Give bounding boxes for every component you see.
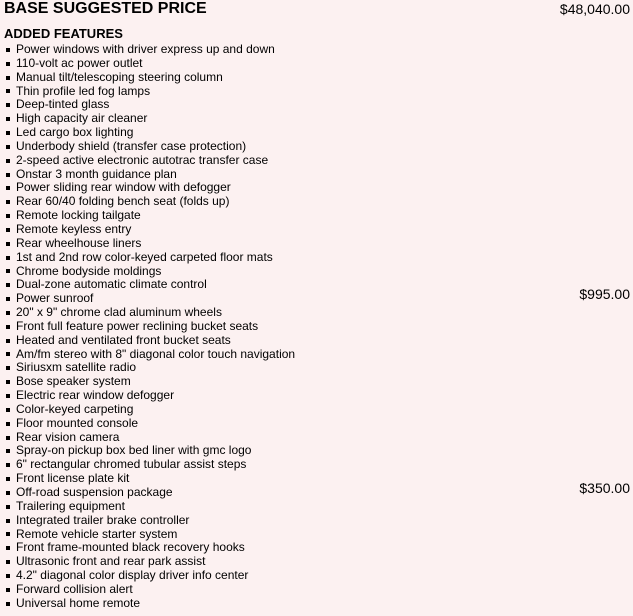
- bullet-icon: [6, 546, 10, 550]
- list-item: [4, 126, 630, 140]
- feature-label: 6" rectangular chromed tubular assist steps: [16, 457, 247, 472]
- feature-entry: [4, 458, 246, 472]
- list-item: [4, 265, 630, 279]
- feature-entry: [4, 514, 189, 528]
- bullet-icon: [6, 131, 10, 135]
- list-item: [4, 375, 630, 389]
- bullet-icon: [6, 352, 10, 356]
- feature-label: Forward collision alert: [16, 581, 133, 596]
- feature-entry: [4, 555, 205, 569]
- feature-entry: [4, 278, 207, 292]
- feature-label: Trailering equipment: [16, 498, 125, 513]
- list-item: [4, 223, 630, 237]
- feature-label: Color-keyed carpeting: [16, 401, 134, 416]
- list-item: [4, 389, 630, 403]
- feature-entry: [4, 334, 231, 348]
- feature-entry: [4, 541, 245, 555]
- list-item: [4, 237, 630, 251]
- bullet-icon: [6, 76, 10, 80]
- bullet-icon: [6, 200, 10, 204]
- feature-label: Remote locking tailgate: [16, 208, 141, 223]
- feature-label: Rear vision camera: [16, 429, 120, 444]
- list-item: [4, 334, 630, 348]
- feature-label: Bose speaker system: [16, 374, 131, 389]
- list-item: [4, 57, 630, 71]
- feature-entry: [4, 181, 231, 195]
- list-item: [4, 541, 630, 555]
- bullet-icon: [6, 228, 10, 232]
- bullet-icon: [6, 408, 10, 412]
- bullet-icon: [6, 283, 10, 287]
- bullet-icon: [6, 186, 10, 190]
- bullet-icon: [6, 449, 10, 453]
- feature-label: 2-speed active electronic autotrac transfer case: [16, 152, 269, 167]
- feature-label: Universal home remote: [16, 595, 141, 610]
- feature-label: Onstar 3 month guidance plan: [16, 166, 177, 181]
- list-item: [4, 43, 630, 57]
- bullet-icon: [6, 491, 10, 495]
- list-item: [4, 444, 630, 458]
- feature-entry: [4, 98, 109, 112]
- feature-label: Heated and ventilated front bucket seats: [16, 332, 231, 347]
- bullet-icon: [6, 103, 10, 107]
- feature-entry: [4, 528, 177, 542]
- feature-label: Rear 60/40 folding bench seat (folds up): [16, 194, 230, 209]
- bullet-icon: [6, 602, 10, 606]
- feature-list: [4, 43, 630, 611]
- feature-label: Dual-zone automatic climate control: [16, 277, 207, 292]
- bullet-icon: [6, 574, 10, 578]
- feature-entry: [4, 361, 136, 375]
- feature-label: Integrated trailer brake controller: [16, 512, 190, 527]
- feature-label: Off-road suspension package: [16, 485, 173, 499]
- list-item: [4, 361, 630, 375]
- list-item: [4, 181, 630, 195]
- list-item: [4, 209, 630, 223]
- feature-entry: [4, 486, 173, 500]
- bullet-icon: [6, 463, 10, 467]
- list-item: [4, 597, 630, 611]
- list-item: [4, 140, 630, 154]
- bullet-icon: [6, 62, 10, 66]
- feature-entry: [4, 292, 93, 306]
- bullet-icon: [6, 366, 10, 370]
- feature-label: 1st and 2nd row color-keyed carpeted floor mats: [16, 249, 273, 264]
- bullet-icon: [6, 173, 10, 177]
- feature-entry: [4, 195, 229, 209]
- feature-label: 110-volt ac power outlet: [16, 55, 143, 70]
- list-item: [4, 458, 630, 472]
- feature-entry: [4, 237, 141, 251]
- feature-label: Siriusxm satellite radio: [16, 360, 137, 375]
- bullet-icon: [6, 242, 10, 246]
- feature-label: Floor mounted console: [16, 415, 139, 430]
- bullet-icon: [6, 394, 10, 398]
- bullet-icon: [6, 145, 10, 149]
- feature-label: Rear wheelhouse liners: [16, 235, 142, 250]
- bullet-icon: [6, 297, 10, 301]
- list-item: [4, 472, 630, 486]
- feature-entry: [4, 223, 131, 237]
- list-item: [4, 278, 630, 292]
- list-item: [4, 417, 630, 431]
- list-item: [4, 320, 630, 334]
- bullet-icon: [6, 532, 10, 536]
- feature-entry: [4, 154, 268, 168]
- list-item: [4, 154, 630, 168]
- list-item: [4, 514, 630, 528]
- bullet-icon: [6, 311, 10, 315]
- feature-entry: [4, 57, 143, 71]
- feature-entry: [4, 403, 133, 417]
- header-row: [4, 0, 630, 26]
- feature-entry: [4, 112, 147, 126]
- list-item: [4, 583, 630, 597]
- list-item: [4, 168, 630, 182]
- bullet-icon: [6, 436, 10, 440]
- list-item: [4, 251, 630, 265]
- feature-label: 20" x 9" chrome clad aluminum wheels: [16, 305, 222, 320]
- list-item: [4, 348, 630, 362]
- bullet-icon: [6, 505, 10, 509]
- feature-label: Manual tilt/telescoping steering column: [16, 69, 223, 84]
- section-title: ADDED FEATURES: [4, 26, 123, 41]
- bullet-icon: [6, 560, 10, 564]
- bullet-icon: [6, 422, 10, 426]
- feature-entry: [4, 597, 140, 611]
- feature-label: Power windows with driver express up and down: [16, 42, 275, 56]
- feature-entry: [4, 306, 222, 320]
- page-title: BASE SUGGESTED PRICE: [4, 0, 207, 17]
- list-item: [4, 528, 630, 542]
- list-item: [4, 71, 630, 85]
- list-item: [4, 306, 630, 320]
- list-item: [4, 85, 630, 99]
- feature-label: Front license plate kit: [16, 471, 130, 486]
- list-item: [4, 480, 630, 500]
- feature-entry: [4, 126, 133, 140]
- feature-entry: [4, 140, 246, 154]
- base-price: $48,040.00: [559, 1, 630, 17]
- feature-label: Led cargo box lighting: [16, 125, 134, 140]
- list-item: [4, 569, 630, 583]
- feature-label: Ultrasonic front and rear park assist: [16, 554, 206, 569]
- feature-label: Underbody shield (transfer case protection): [16, 138, 247, 153]
- feature-label: Front frame-mounted black recovery hooks: [16, 540, 245, 555]
- feature-entry: [4, 500, 125, 514]
- list-item: [4, 403, 630, 417]
- feature-entry: [4, 569, 248, 583]
- feature-label: Power sunroof: [16, 291, 94, 306]
- bullet-icon: [6, 477, 10, 481]
- feature-label: Thin profile led fog lamps: [16, 83, 151, 98]
- bullet-icon: [6, 325, 10, 329]
- feature-entry: [4, 431, 119, 445]
- feature-entry: [4, 71, 223, 85]
- feature-label: Chrome bodyside moldings: [16, 263, 162, 278]
- bullet-icon: [6, 519, 10, 523]
- feature-entry: [4, 417, 138, 431]
- feature-label: Deep-tinted glass: [16, 97, 110, 112]
- bullet-icon: [6, 159, 10, 163]
- feature-entry: [4, 375, 131, 389]
- feature-entry: [4, 43, 275, 57]
- list-item: [4, 431, 630, 445]
- feature-price: $350.00: [579, 480, 630, 496]
- feature-entry: [4, 348, 295, 362]
- feature-entry: [4, 85, 150, 99]
- feature-label: Remote keyless entry: [16, 221, 132, 236]
- bullet-icon: [6, 117, 10, 121]
- bullet-icon: [6, 256, 10, 260]
- bullet-icon: [6, 588, 10, 592]
- list-item: [4, 500, 630, 514]
- feature-entry: [4, 444, 251, 458]
- bullet-icon: [6, 269, 10, 273]
- list-item: [4, 555, 630, 569]
- feature-price: $995.00: [579, 286, 630, 303]
- bullet-icon: [6, 339, 10, 343]
- feature-label: Am/fm stereo with 8" diagonal color touch navigation: [16, 346, 296, 361]
- feature-label: Power sliding rear window with defogger: [16, 180, 231, 195]
- list-item: [4, 195, 630, 209]
- feature-label: Spray-on pickup box bed liner with gmc logo: [16, 443, 252, 458]
- feature-label: Electric rear window defogger: [16, 388, 175, 403]
- bullet-icon: [6, 214, 10, 218]
- feature-label: High capacity air cleaner: [16, 111, 148, 126]
- feature-entry: [4, 265, 161, 279]
- list-item: [4, 98, 630, 112]
- feature-entry: [4, 320, 258, 334]
- bullet-icon: [6, 380, 10, 384]
- bullet-icon: [6, 89, 10, 93]
- feature-entry: [4, 168, 177, 182]
- feature-entry: [4, 583, 133, 597]
- feature-entry: [4, 251, 273, 265]
- feature-entry: [4, 209, 141, 223]
- feature-label: Front full feature power reclining bucket seats: [16, 318, 259, 333]
- feature-label: 4.2" diagonal color display driver info center: [16, 568, 249, 583]
- feature-label: Remote vehicle starter system: [16, 526, 178, 541]
- list-item: [4, 286, 630, 306]
- list-item: [4, 112, 630, 126]
- feature-entry: [4, 389, 174, 403]
- feature-entry: [4, 472, 129, 486]
- bullet-icon: [6, 48, 10, 52]
